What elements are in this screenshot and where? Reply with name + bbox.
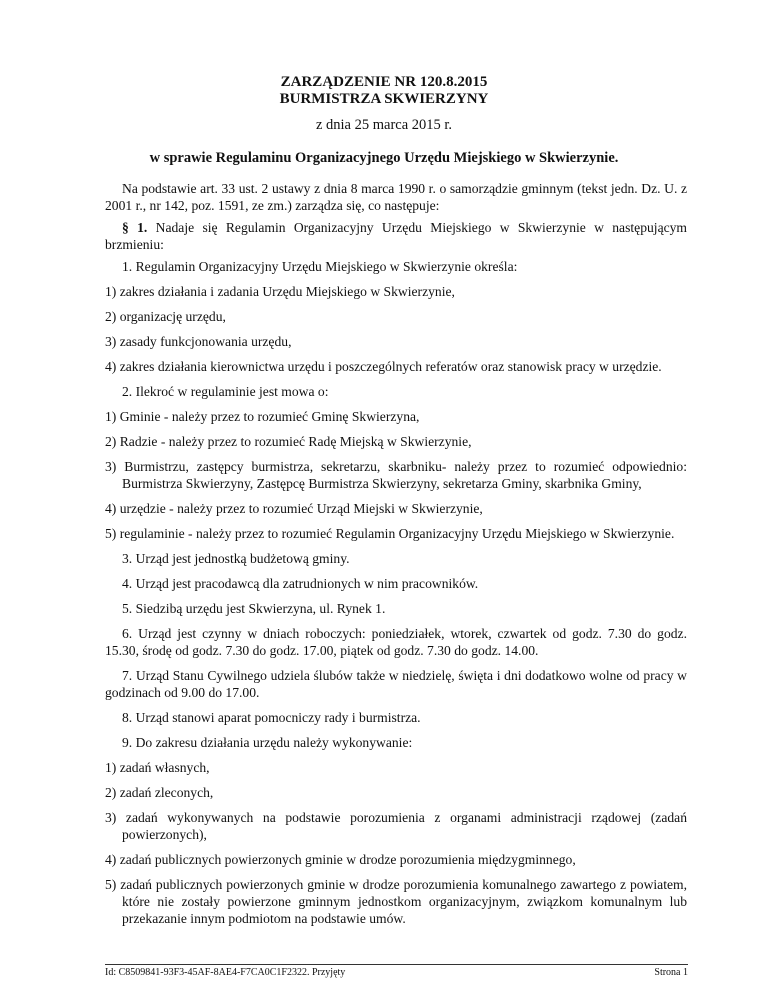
list-item: 1) zadań własnych, [105,760,210,775]
paragraph-8: 8. Urząd stanowi aparat pomocniczy rady i burmistrza. [122,710,421,725]
list-item: 5) regulaminie - należy przez to rozumieć Regulamin Organizacyjny Urzędu Miejskiego w Skwierzynie. [105,526,675,541]
section-mark: § 1. [122,220,148,235]
paragraph-1: 1. Regulamin Organizacyjny Urzędu Miejskiego w Skwierzynie określa: [122,259,518,274]
paragraph-4: 4. Urząd jest pracodawcą dla zatrudnionych w nim pracowników. [122,576,479,591]
list-item: 4) zadań publicznych powierzonych gminie w drodze porozumienia międzygminnego, [105,852,576,867]
list-item: 2) organizację urzędu, [105,309,226,324]
list-item: 1) zakres działania i zadania Urzędu Miejskiego w Skwierzynie, [105,284,455,299]
paragraph-7: 7. Urząd Stanu Cywilnego udziela ślubów także w niedzielę, święta i dni dodatkowo wolne od pracy w godzinach od 9.00 do 17.00. [105,668,687,700]
list-item: 4) zakres działania kierownictwa urzędu i poszczególnych referatów oraz stanowisk pracy w urzędzie. [105,359,662,374]
document-title: ZARZĄDZENIE NR 120.8.2015 [280,74,488,90]
document-subject: w sprawie Regulaminu Organizacyjnego Urzędu Miejskiego w Skwierzynie. [149,150,619,166]
list-item: 3) zasady funkcjonowania urzędu, [105,334,292,349]
section-text: Nadaje się Regulamin Organizacyjny Urzędu Miejskiego w Skwierzynie w następującym brzmieniu: [105,220,688,252]
list-item: 3) Burmistrzu, zastępcy burmistrza, sekretarzu, skarbniku- należy przez to rozumieć odpowiednio: Burmistrza Skwierzyny, Zastępcę Burmistrza Skwierzyny, sekretarza Gminy, skarbnika Gminy, [105,459,687,491]
list-item: 2) zadań zleconych, [105,785,214,800]
paragraph-5: 5. Siedzibą urzędu jest Skwierzyna, ul. Rynek 1. [122,601,386,616]
paragraph-6: 6. Urząd jest czynny w dniach roboczych: poniedziałek, wtorek, czwartek od godz. 7.30 do godz. 15.30, środę od godz. 7.30 do godz. 17.00, piątek od godz. 7.30 do godz. 14.00. [105,626,687,658]
list-item: 1) Gminie - należy przez to rozumieć Gminę Skwierzyna, [105,409,420,424]
footer-divider [105,964,688,965]
footer-document-id: Id: C8509841-93F3-45AF-8AE4-F7CA0C1F2322. Przyjęty [105,967,346,978]
footer-page-number: Strona 1 [654,967,688,978]
list-item: 4) urzędzie - należy przez to rozumieć Urząd Miejski w Skwierzynie, [105,501,483,516]
list-item: 3) zadań wykonywanych na podstawie porozumienia z organami administracji rządowej (zadań powierzonych), [105,810,687,842]
section-1-paragraph [105,219,687,253]
paragraph-9: 9. Do zakresu działania urzędu należy wykonywanie: [122,735,413,750]
paragraph-2: 2. Ilekroć w regulaminie jest mowa o: [122,384,329,399]
document-issuer: BURMISTRZA SKWIERZYNY [279,91,489,107]
list-item: 2) Radzie - należy przez to rozumieć Radę Miejską w Skwierzynie, [105,434,472,449]
list-item: 5) zadań publicznych powierzonych gminie w drodze porozumienia komunalnego zawartego z powiatem, które nie zostały powierzone gminnym jednostkom organizacyjnym, związkom komunalnym lub przekazanie innym podmiotom na podstawie umów. [105,877,687,926]
intro-paragraph: Na podstawie art. 33 ust. 2 ustawy z dnia 8 marca 1990 r. o samorządzie gminnym (tekst jedn. Dz. U. z 2001 r., nr 142, poz. 1591, ze zm.) zarządza się, co następuje: [105,181,687,213]
paragraph-3: 3. Urząd jest jednostką budżetową gminy. [122,551,350,566]
document-date: z dnia 25 marca 2015 r. [315,117,453,133]
document-body [105,180,687,927]
